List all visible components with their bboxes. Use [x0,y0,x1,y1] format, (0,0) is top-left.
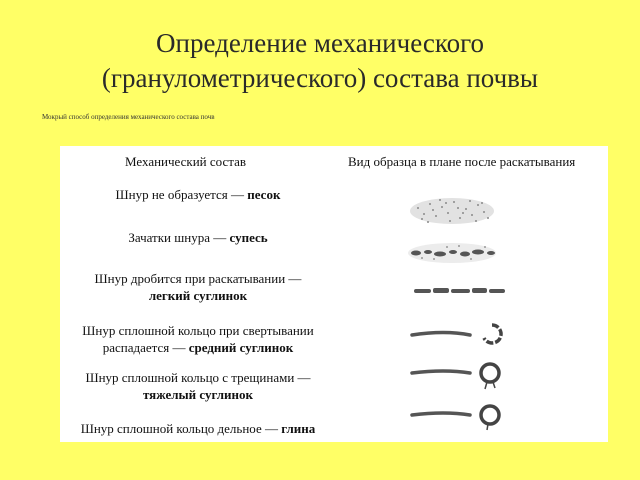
subtitle: Мокрый способ определения механического состава почв [42,113,215,121]
cord-broken-ring-icon [400,318,530,350]
title-line-1: Определение механического [156,28,484,58]
row-clay-name: глина [281,421,316,436]
row-sandy-loam-label [60,229,336,246]
header-sample-view: Вид образца в плане после раскатывания [348,154,576,169]
row-medium-loam-label [60,322,336,356]
row-light-loam-text: Шнур дробится при раскатывании — [94,271,302,286]
row-sand-label [60,186,336,203]
title-line-2: (гранулометрического) состава почвы [101,63,539,93]
row-medium-loam-text: Шнур сплошной кольцо при свертывании распадается — [82,323,314,355]
row-clay-text: Шнур сплошной кольцо дельное — [80,421,282,436]
row-sand-text: Шнур не образуется — [115,187,248,202]
header-mechanical-composition: Механический состав [125,154,246,169]
crumbled-fragments-icon [400,238,530,268]
row-light-loam-name: легкий суглинок [148,288,248,303]
row-sand-name: песок [247,187,281,202]
row-light-loam-label [60,270,336,304]
page-title [0,26,640,96]
row-sandy-loam-name: супесь [229,230,268,245]
cord-solid-ring-icon [400,400,530,434]
broken-cord-icon [400,282,530,300]
row-medium-loam-name: средний суглинок [188,340,294,355]
row-clay-label [60,420,336,437]
row-heavy-loam-name: тяжелый суглинок [142,387,254,402]
loose-sand-icon [400,194,530,228]
row-heavy-loam-label [60,369,336,403]
row-heavy-loam-text: Шнур сплошной кольцо с трещинами — [85,370,311,385]
soil-texture-table [60,146,608,442]
row-sandy-loam-text: Зачатки шнура — [128,230,230,245]
cord-cracked-ring-icon [400,358,530,392]
